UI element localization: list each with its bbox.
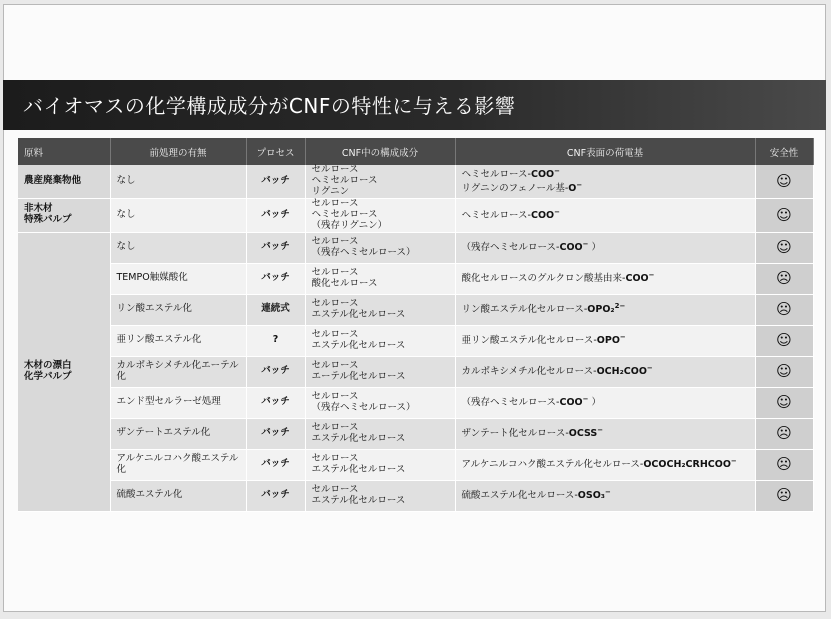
header-safety: 安全性	[755, 138, 813, 165]
charge-line	[462, 364, 749, 378]
cell-safety	[755, 387, 813, 418]
cell-charge	[455, 418, 755, 449]
header-pretreatment: 前処理の有無	[110, 138, 246, 165]
charge-group: O	[568, 183, 577, 195]
component-line: リグニン	[311, 185, 350, 197]
neutral-face-icon: ☹	[776, 268, 792, 287]
smile-face-icon: ☺	[776, 237, 792, 256]
component-line: エステル化セルロース	[311, 494, 406, 506]
table-row	[18, 356, 813, 387]
source-label-line: 木材の漂白	[24, 359, 72, 371]
component-line: セルロース	[311, 452, 359, 464]
smile-face-icon: ☺	[776, 361, 792, 380]
table-container	[18, 138, 813, 512]
table-row	[18, 294, 813, 325]
charge-sign: −	[554, 167, 560, 176]
smile-face-icon: ☺	[776, 392, 792, 411]
charge-suffix: ）	[588, 242, 601, 254]
header-components: CNF中の構成成分	[305, 138, 455, 165]
cell-safety	[755, 449, 813, 480]
cell-components	[305, 356, 455, 387]
source-label-line: 農産廃棄物他	[24, 174, 82, 186]
cell-pretreatment: 硫酸エステル化	[110, 480, 246, 511]
table-row	[18, 263, 813, 294]
source-label-line: 化学パルプ	[24, 370, 72, 382]
cell-safety	[755, 356, 813, 387]
cell-process: バッチ	[246, 198, 305, 232]
component-line: セルロース	[311, 328, 359, 340]
component-line: ヘミセルロース	[311, 208, 378, 220]
charge-sign: 2−	[614, 302, 626, 311]
cell-process: バッチ	[246, 480, 305, 511]
charge-sign: −	[597, 426, 604, 435]
charge-group: OSO₃	[577, 490, 605, 502]
table-row	[18, 325, 813, 356]
cell-safety	[755, 165, 813, 198]
cell-charge	[455, 356, 755, 387]
component-line: セルロース	[311, 421, 359, 433]
component-line: セルロース	[311, 266, 359, 278]
component-line: ヘミセルロース	[311, 174, 378, 186]
cell-pretreatment: エンド型セルラーゼ処理	[110, 387, 246, 418]
component-line: 酸化セルロース	[311, 277, 378, 289]
charge-prefix: リグニンのフェノール基-	[461, 183, 569, 195]
component-line: エステル化セルロース	[311, 339, 406, 351]
table-row	[18, 232, 813, 263]
charge-line	[462, 208, 749, 222]
header-source: 原料	[18, 138, 110, 165]
component-line: エステル化セルロース	[311, 308, 406, 320]
cell-charge	[455, 294, 755, 325]
source-label-line: 特殊パルプ	[24, 214, 72, 226]
cell-pretreatment: なし	[110, 165, 246, 198]
charge-sign: −	[648, 271, 655, 280]
cnf-properties-table	[18, 138, 814, 512]
charge-prefix: 酸化セルロースのグルクロン酸基由来-	[461, 273, 626, 285]
cell-components	[305, 449, 455, 480]
component-line: エステル化セルロース	[311, 463, 406, 475]
charge-group: OPO	[596, 335, 620, 347]
charge-sign: −	[619, 333, 626, 342]
cell-components	[305, 480, 455, 511]
cell-components	[305, 165, 455, 198]
charge-sign: −	[576, 181, 583, 190]
cell-process: バッチ	[246, 449, 305, 480]
charge-line	[462, 395, 749, 409]
table-row	[18, 198, 813, 232]
cell-pretreatment: アルケニルコハク酸エステル化	[110, 449, 246, 480]
charge-prefix: ザンテート化セルロース-	[461, 428, 569, 440]
component-line: セルロース	[311, 235, 359, 247]
cell-safety	[755, 480, 813, 511]
charge-group: COO	[559, 397, 583, 409]
cell-process: バッチ	[246, 418, 305, 449]
cell-components	[305, 325, 455, 356]
charge-group: OCOCH₂CRHCOO	[643, 459, 731, 471]
charge-prefix: ヘミセルロース-	[461, 169, 531, 181]
component-line: セルロース	[311, 483, 359, 495]
component-line: セルロース	[311, 390, 359, 402]
charge-prefix: 亜リン酸エステル化セルロース-	[461, 335, 597, 347]
cell-charge	[455, 449, 755, 480]
cell-charge	[455, 263, 755, 294]
charge-line	[462, 302, 749, 316]
cell-process: バッチ	[246, 356, 305, 387]
cell-components	[305, 263, 455, 294]
charge-group: OPO₂	[587, 304, 615, 316]
component-line: （残存ヘミセルロース）	[311, 401, 416, 413]
charge-suffix: ）	[588, 397, 601, 409]
charge-prefix: カルボキシメチル化セルロース-	[461, 366, 597, 378]
component-line: セルロース	[311, 164, 359, 175]
cell-source	[18, 232, 110, 511]
cell-components	[305, 294, 455, 325]
charge-sign: −	[582, 240, 589, 249]
cell-components	[305, 232, 455, 263]
neutral-face-icon: ☹	[776, 454, 792, 473]
cell-source	[18, 165, 110, 198]
neutral-face-icon: ☹	[776, 299, 792, 318]
charge-group: COO	[625, 273, 649, 285]
cell-safety	[755, 294, 813, 325]
cell-charge	[455, 480, 755, 511]
charge-line	[462, 426, 749, 440]
table-header-row	[18, 138, 813, 165]
cell-charge	[455, 198, 755, 232]
charge-sign: −	[730, 457, 737, 466]
charge-group: OCH₂COO	[596, 366, 647, 378]
table-row	[18, 449, 813, 480]
cell-components	[305, 387, 455, 418]
cell-process: バッチ	[246, 232, 305, 263]
charge-group: COO	[530, 210, 555, 222]
source-label-line: 非木材	[24, 203, 53, 215]
table-row	[18, 480, 813, 511]
cell-process: バッチ	[246, 263, 305, 294]
charge-line	[462, 181, 749, 195]
component-line: セルロース	[311, 359, 359, 371]
cell-pretreatment: 亜リン酸エステル化	[110, 325, 246, 356]
cell-process: バッチ	[246, 387, 305, 418]
charge-prefix: （残存ヘミセルロース-	[461, 242, 560, 254]
title-banner	[3, 80, 826, 130]
charge-prefix: アルケニルコハク酸エステル化セルロース-	[461, 459, 644, 471]
charge-line	[462, 333, 749, 347]
cell-components	[305, 418, 455, 449]
cell-process: バッチ	[246, 165, 305, 198]
table-row	[18, 165, 813, 198]
slide-title: バイオマスの化学構成成分がCNFの特性に与える影響	[23, 94, 516, 118]
charge-line	[462, 271, 749, 285]
charge-line	[462, 167, 749, 181]
cell-pretreatment: リン酸エステル化	[110, 294, 246, 325]
cell-safety	[755, 232, 813, 263]
header-charge: CNF表面の荷電基	[455, 138, 755, 165]
charge-prefix: （残存ヘミセルロース-	[461, 397, 560, 409]
smile-face-icon: ☺	[776, 171, 792, 190]
cell-safety	[755, 263, 813, 294]
charge-prefix: 硫酸エステル化セルロース-	[461, 490, 578, 502]
cell-process: ?	[246, 325, 305, 356]
neutral-face-icon: ☹	[776, 485, 792, 504]
charge-group: COO	[530, 169, 555, 181]
charge-prefix: ヘミセルロース-	[461, 210, 531, 222]
component-line: エステル化セルロース	[311, 432, 406, 444]
component-line: セルロース	[311, 197, 359, 209]
cell-charge	[455, 325, 755, 356]
charge-sign: −	[582, 395, 589, 404]
cell-charge	[455, 165, 755, 198]
charge-sign: −	[554, 208, 560, 217]
cell-safety	[755, 325, 813, 356]
cell-pretreatment: なし	[110, 198, 246, 232]
cell-pretreatment: TEMPO触媒酸化	[110, 263, 246, 294]
charge-line	[462, 457, 749, 471]
table-row	[18, 418, 813, 449]
cell-pretreatment: ザンテートエステル化	[110, 418, 246, 449]
cell-source	[18, 198, 110, 232]
charge-sign: −	[646, 364, 653, 373]
charge-group: OCSS	[568, 428, 598, 440]
neutral-face-icon: ☹	[776, 423, 792, 442]
component-line: セルロース	[311, 297, 359, 309]
component-line: （残存ヘミセルロース）	[311, 246, 416, 258]
cell-process: 連続式	[246, 294, 305, 325]
cell-components	[305, 198, 455, 232]
component-line: （残存リグニン）	[311, 219, 388, 231]
charge-line	[462, 488, 749, 502]
smile-face-icon: ☺	[776, 205, 792, 224]
component-line: エーテル化セルロース	[311, 370, 406, 382]
cell-pretreatment: なし	[110, 232, 246, 263]
table-row	[18, 387, 813, 418]
cell-pretreatment: カルボキシメチル化エーテル化	[110, 356, 246, 387]
cell-safety	[755, 418, 813, 449]
cell-safety	[755, 198, 813, 232]
cell-charge	[455, 232, 755, 263]
charge-group: COO	[559, 242, 583, 254]
header-process: プロセス	[246, 138, 305, 165]
charge-sign: −	[604, 488, 611, 497]
charge-line	[462, 240, 749, 254]
cell-charge	[455, 387, 755, 418]
charge-prefix: リン酸エステル化セルロース-	[461, 304, 588, 316]
smile-face-icon: ☺	[776, 330, 792, 349]
